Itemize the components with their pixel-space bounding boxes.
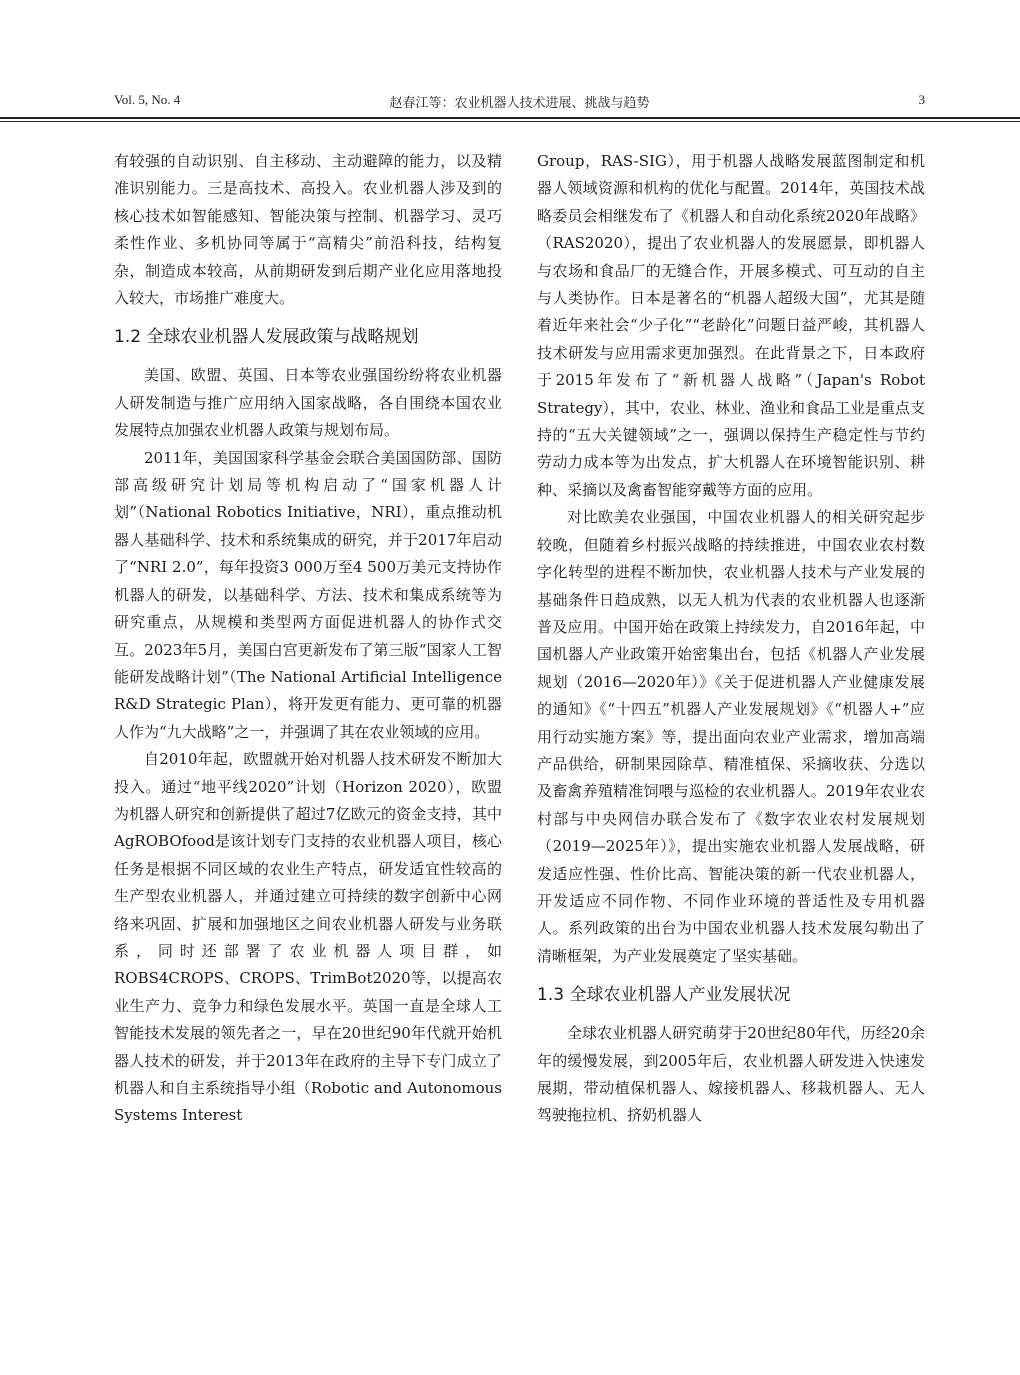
paragraph: 对比欧美农业强国，中国农业机器人的相关研究起步较晚，但随着乡村振兴战略的持续推进，中国农业农村数字化转型的进程不断加快，农业机器人技术与产业发展的基础条件日趋成熟，以无人机为代表的农业机器人也逐渐普及应用。中国开始在政策上持续发力，自2016年起，中国机器人产业政策开始密集出台，包括《机器人产业发展规划（2016—2020年）》《关于促进机器人产业健康发展的通知》《“十四五”机器人产业发展规划》《“机器人+”应用行动实施方案》等，提出面向农业产业需求，增加高端产品供给，研制果园除草、精准植保、采摘收获、分选以及畜禽养殖精准饲喂与巡检的农业机器人。2019年农业农村部与中央网信办联合发布了《数字农业农村发展规划（2019—2025年）》，提出实施农业机器人发展战略，研发适应性强、性价比高、智能决策的新一代农业机器人，开发适应不同作物、不同作业环境的普适性及专用机器人。系列政策的出台为中国农业机器人技术发展勾勒出了清晰框架，为产业发展奠定了坚实基础。 — [537, 508, 925, 965]
section-heading: 1.3 全球农业机器人产业发展状况 — [537, 985, 791, 1006]
paragraph: 2011年，美国国家科学基金会联合美国国防部、国防部高级研究计划局等机构启动了“国家机器人计划”（National Robotics Initiative，NRI），重点推动机器人基础科学、技术和系统集成的研究，并于2017年启动了“NRI 2.0”，每年投资3 000万至4 500万美元支持协作机器人的研发，以基础科学、方法、技术和集成系统等为研究重点，从规模和类型两方面促进机器人的协作式交互。2023年5月，美国白宫更新发布了第三版“国家人工智能研发战略计划”（The National Artificial Intelligence R&D Strategic Plan），将开发更有能力、更可靠的机器人作为“九大战略”之一，并强调了其在农业领域的应用。 — [114, 448, 502, 741]
right-column — [537, 148, 925, 1130]
paragraph: 有较强的自动识别、自主移动、主动避障的能力，以及精准识别能力。三是高技术、高投入。农业机器人涉及到的核心技术如智能感知、智能决策与控制、机器学习、灵巧柔性作业、多机协同等属于“高精尖”前沿科技，结构复杂，制造成本较高，从前期研发到后期产业化应用落地投入较大，市场推广难度大。 — [114, 152, 502, 308]
header-rule-thick — [0, 117, 1020, 119]
paragraph: 美国、欧盟、英国、日本等农业强国纷纷将农业机器人研发制造与推广应用纳入国家战略，各自围绕本国农业发展特点加强农业机器人政策与规划布局。 — [114, 366, 502, 440]
header-rule-thin — [0, 121, 1020, 122]
paragraph: 自2010年起，欧盟就开始对机器人技术研发不断加大投入。通过“地平线2020”计划（Horizon 2020），欧盟为机器人研究和创新提供了超过7亿欧元的资金支持，其中AgROBOfood是该计划专门支持的农业机器人项目，核心任务是根据不同区域的农业生产特点，研发适宜性较高的生产型农业机器人，并通过建立可持续的数字创新中心网络来巩固、扩展和加强地区之间农业机器人研发与业务联系，同时还部署了农业机器人项目群，如ROBS4CROPS、CROPS、TrimBot2020等，以提高农业生产力、竞争力和绿色发展水平。英国一直是全球人工智能技术发展的领先者之一，早在20世纪90年代就开始机器人技术的研发，并于2013年在政府的主导下专门成立了机器人和自主系统指导小组（Robotic and Autonomous Systems Interest — [114, 750, 502, 1125]
running-title: 赵春江等：农业机器人技术进展、挑战与趋势 — [389, 95, 650, 110]
left-column — [114, 148, 502, 1130]
paragraph: Group，RAS-SIG），用于机器人战略发展蓝图制定和机器人领域资源和机构的优化与配置。2014年，英国技术战略委员会相继发布了《机器人和自动化系统2020年战略》（RAS2020），提出了农业机器人的发展愿景，即机器人与农场和食品厂的无缝合作，开展多模式、可互动的自主与人类协作。日本是著名的“机器人超级大国”，尤其是随着近年来社会“少子化”“老龄化”问题日益严峻，其机器人技术研发与应用需求更加强烈。在此背景之下，日本政府于2015年发布了“新机器人战略”（Japan's Robot Strategy），其中，农业、林业、渔业和食品工业是重点支持的“五大关键领域”之一，强调以保持生产稳定性与节约劳动力成本等为出发点，扩大机器人在环境智能识别、耕种、采摘以及禽畜智能穿戴等方面的应用。 — [537, 152, 925, 499]
page-number: 3 — [918, 92, 925, 107]
running-header — [114, 92, 925, 116]
section-heading: 1.2 全球农业机器人发展政策与战略规划 — [114, 327, 419, 348]
journal-volume: Vol. 5, No. 4 — [114, 92, 181, 107]
paragraph: 全球农业机器人研究萌芽于20世纪80年代，历经20余年的缓慢发展，到2005年后，农业机器人研发进入快速发展期，带动植保机器人、嫁接机器人、移栽机器人、无人驾驶拖拉机、挤奶机器人 — [537, 1024, 925, 1125]
